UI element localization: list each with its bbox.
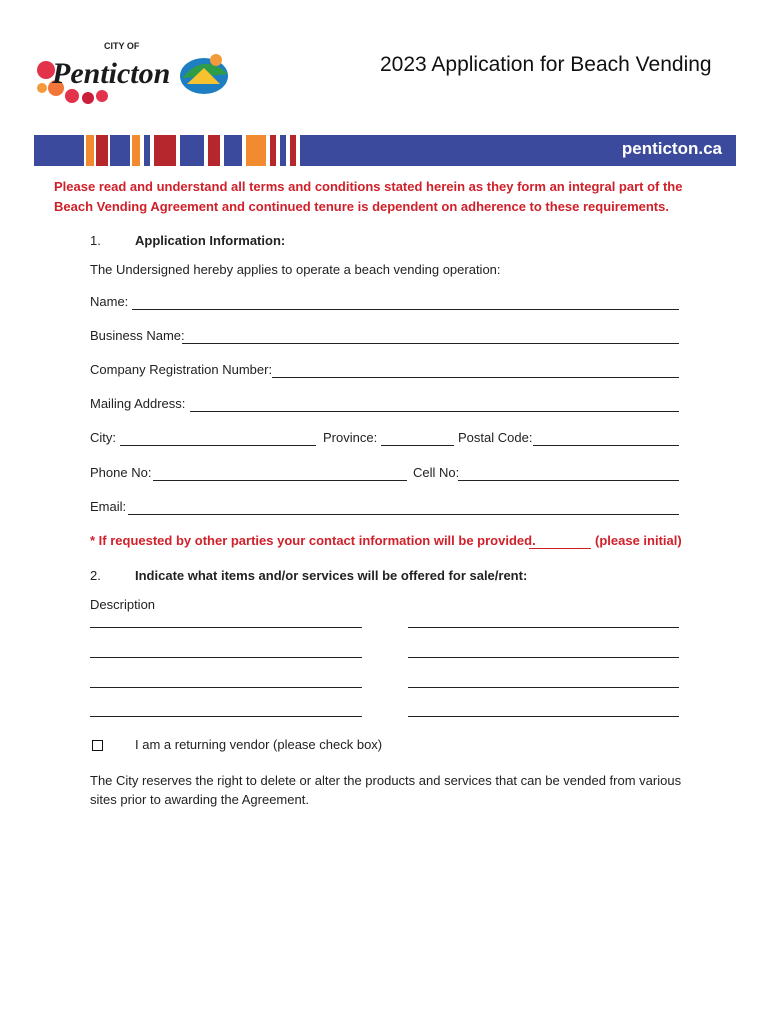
mailing-address-label: Mailing Address: — [90, 396, 186, 411]
application-lead-text: The Undersigned hereby applies to operate a beach vending operation: — [90, 262, 501, 277]
registration-number-line[interactable] — [272, 377, 679, 378]
description-line[interactable] — [408, 627, 679, 628]
city-line[interactable] — [120, 445, 316, 446]
section-number: 2. — [90, 568, 101, 583]
page-title: 2023 Application for Beach Vending — [380, 53, 712, 76]
website-link[interactable]: penticton.ca — [621, 139, 722, 158]
city-of-penticton-logo — [32, 38, 232, 110]
city-province-postal-row — [90, 430, 679, 448]
section-heading: Indicate what items and/or services will be offered for sale/rent: — [135, 568, 528, 583]
email-field[interactable] — [90, 499, 679, 517]
postal-code-line[interactable] — [533, 445, 679, 446]
description-line[interactable] — [408, 687, 679, 688]
description-line[interactable] — [90, 657, 362, 658]
header-banner — [34, 135, 736, 166]
closing-statement: The City reserves the right to delete or alter the products and services that can be vended from various sites prior to awarding the Agreement. — [90, 773, 682, 807]
name-line[interactable] — [132, 309, 679, 310]
city-label: City: — [90, 430, 116, 445]
registration-number-label: Company Registration Number: — [90, 362, 273, 377]
cell-line[interactable] — [458, 480, 679, 481]
section-heading: Application Information: — [135, 233, 286, 248]
name-field[interactable] — [90, 294, 679, 312]
consent-initial-label: (please initial) — [595, 533, 682, 548]
province-line[interactable] — [381, 445, 454, 446]
consent-initial-line[interactable] — [529, 548, 591, 549]
contact-consent-text: * If requested by other parties your contact information will be provided. — [90, 533, 536, 548]
name-label: Name: — [90, 294, 129, 309]
postal-code-label: Postal Code: — [458, 430, 533, 445]
section-number: 1. — [90, 233, 101, 248]
email-label: Email: — [90, 499, 127, 514]
mailing-address-line[interactable] — [190, 411, 679, 412]
returning-vendor-checkbox[interactable] — [92, 740, 103, 751]
logo-wordmark: Penticton — [52, 57, 171, 90]
email-line[interactable] — [128, 514, 679, 515]
description-line[interactable] — [90, 627, 362, 628]
phone-label: Phone No: — [90, 465, 152, 480]
province-label: Province: — [323, 430, 378, 445]
business-name-field[interactable] — [90, 328, 679, 346]
description-label: Description — [90, 597, 156, 612]
description-line[interactable] — [90, 687, 362, 688]
description-line[interactable] — [408, 657, 679, 658]
terms-notice: Please read and understand all terms and conditions stated herein as they form an integral part of the Beach Vending Agreement and continued tenure is dependent on adherence to these requirements. — [54, 179, 683, 214]
logo-city-of: CITY OF — [104, 41, 140, 51]
description-line[interactable] — [90, 716, 362, 717]
phone-cell-row — [90, 465, 679, 483]
phone-line[interactable] — [153, 480, 407, 481]
cell-label: Cell No: — [413, 465, 460, 480]
business-name-label: Business Name: — [90, 328, 185, 343]
logo-emblem — [180, 54, 228, 94]
registration-number-field[interactable] — [90, 362, 679, 380]
business-name-line[interactable] — [182, 343, 679, 344]
description-line[interactable] — [408, 716, 679, 717]
returning-vendor-label: I am a returning vendor (please check box) — [135, 737, 383, 752]
contact-consent-row — [90, 533, 682, 551]
mailing-address-field[interactable] — [90, 396, 679, 414]
